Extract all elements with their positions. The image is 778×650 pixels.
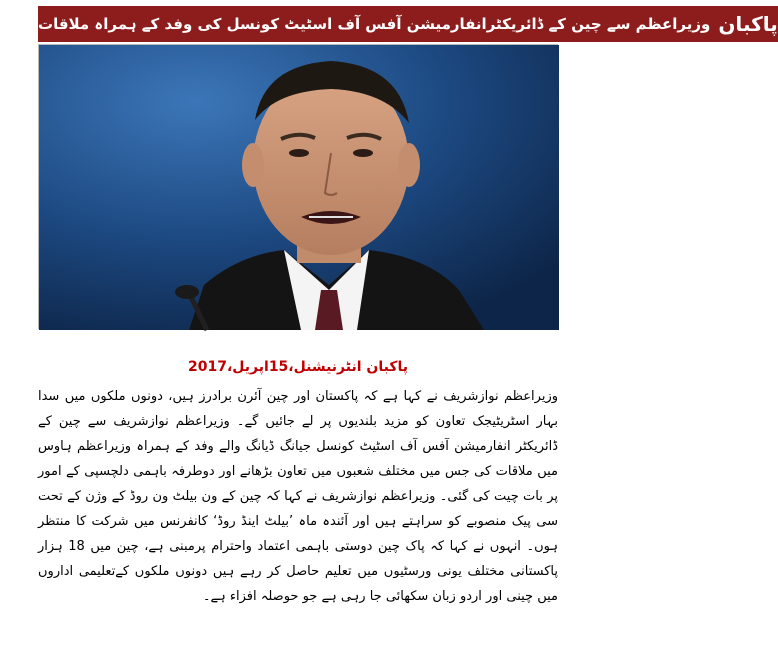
news-header	[38, 6, 778, 42]
dateline: پاکبان انٹرنیشنل،15اپریل،2017	[188, 359, 408, 375]
news-photo	[38, 44, 558, 329]
article-body: وزیراعظم نوازشریف نے کہا ہے کہ پاکستان اور چین آئرن برادرز ہیں، دونوں ملکوں میں سدا بہار اسٹریٹیجک تعاون کو مزید بلندیوں پر لے جائیں گے۔ وزیراعظم نوازشریف سے چین کے ڈائریکٹر انفارمیشن آفس آف اسٹیٹ کونسل جیانگ ڈیانگ والے وفد کے ہمراہ وزیراعظم ہاوس میں ملاقات کی جس میں مختلف شعبوں میں تعاون بڑھانے اور دوطرفہ باہمی دلچسپی کے امور پر بات چیت کی گئی۔ وزیراعظم نوازشریف نے کہا کہ چین کے ون بیلٹ ون روڈ کے وژن کے تحت سی پیک منصوبے کو سراہتے ہیں اور آئندہ ماہ ’بیلٹ اینڈ روڈ‘ کانفرنس میں شرکت کا منتظر ہوں۔ انہوں نے کہا کہ پاک چین دوستی باہمی اعتماد واحترام پرمبنی ہے، چین میں 18 ہزار پاکستانی مختلف یونی ورسٹیوں میں تعلیم حاصل کر رہے ہیں دونوں ملکوں کےتعلیمی اداروں میں چینی اور اردو زبان سکھائی جا رہی ہے جو حوصلہ افزاء ہے۔	[38, 389, 558, 604]
brand-logo: پاکبان	[718, 6, 777, 42]
headline: وزیراعظم سے چین کے ڈائریکٹرانفارمیشن آفس آف اسٹیٹ کونسل کی وفد کے ہمراہ ملاقات	[38, 6, 718, 42]
